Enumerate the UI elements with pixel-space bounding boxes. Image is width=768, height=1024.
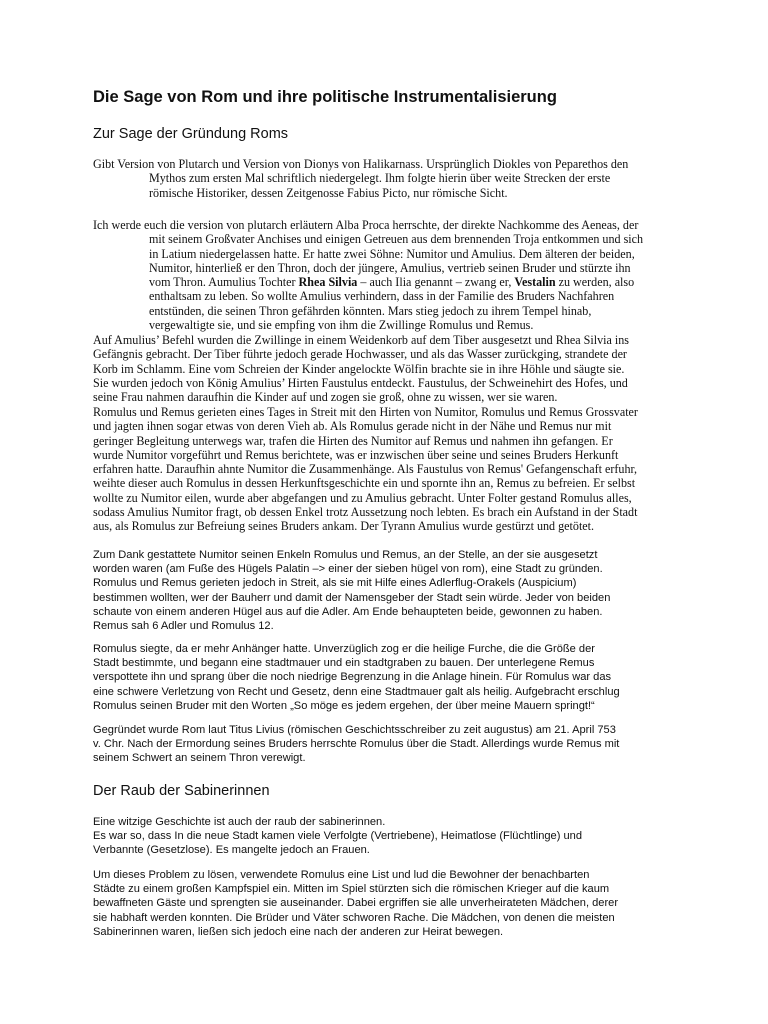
text-line: eine schwere Verletzung von Recht und Gesetz, denn eine Stadtmauer galt als heilig. Aufgebracht erschlug	[93, 685, 620, 698]
text-line: worden waren (am Fuße des Hügels Palatin –> einer der sieben hügel von rom), eine Stadt zu gründen.	[93, 563, 603, 576]
text-line: aus, als Romulus zur Befreiung seines Bruders ankam. Der Tyrann Amulius wurde gestürzt und getötet.	[93, 519, 595, 534]
text-line: Auf Amulius’ Befehl wurden die Zwillinge in einem Weidenkorb auf dem Tiber ausgesetzt und Rhea Silvia ins	[93, 333, 629, 347]
paragraph-versions	[93, 157, 676, 200]
text-line: Städte zu einem großen Kampfspiel ein. Mitten im Spiel stürzten sich die römischen Krieger auf die kaum	[93, 883, 610, 896]
text-line	[93, 275, 676, 289]
text-line: sodass Amulius Numitor fragt, ob dessen Enkel trotz Aussetzung noch lebten. Es brach ein Aufstand in der Stadt	[93, 505, 638, 520]
text-run: vom Thron. Aumulius Tochter	[149, 275, 299, 290]
section-heading-gruendung: Zur Sage der Gründung Roms	[93, 126, 289, 142]
text-line: Remus sah 6 Adler und Romulus 12.	[93, 620, 274, 633]
text-line: Es war so, dass In die neue Stadt kamen viele Verfolgte (Vertriebene), Heimatlose (Flüchtlinge) und	[93, 830, 582, 843]
text-line: Zum Dank gestattete Numitor seinen Enkeln Romulus und Remus, an der Stelle, an der sie ausgesetzt	[93, 549, 598, 561]
text-line: Romulus und Remus gerieten jedoch in Streit, als sie mit Hilfe eines Adlerflug-Orakels (Auspicium)	[93, 577, 577, 590]
text-line: seinem Schwert an seinem Thron verewigt.	[93, 752, 306, 765]
text-line: Romulus seinen Bruder mit den Worten „So möge es jedem ergehen, der über meine Mauern springt!“	[93, 699, 595, 712]
text-line: bewaffneten Gäste und sprengten sie auseinander. Dabei ergriffen sie alle unverheirateten Mädchen, derer	[93, 897, 619, 910]
paragraph-romulus-siegte	[93, 642, 676, 713]
paragraph-list	[93, 868, 676, 939]
paragraph-witzige-geschichte	[93, 815, 676, 858]
paragraph-gegruendet	[93, 723, 676, 766]
document-title: Die Sage von Rom und ihre politische Instrumentalisierung	[93, 88, 557, 106]
text-line: Romulus und Remus gerieten eines Tages in Streit mit den Hirten von Numitor, Romulus und Remus Grossvater	[93, 405, 638, 419]
text-line: und jagten ihnen sogar etwas von deren Vieh ab. Als Romulus gerade nicht in der Nähe und Remus nur mit	[93, 419, 612, 434]
text-line: in Latium niedergelassen hatte. Er hatte zwei Söhne: Numitor und Amulius. Dem älteren der beiden,	[149, 246, 635, 261]
text-line: wurde Numitor vorgeführt und Remus berichtete, was er inzwischen über seine und seines Bruders Herkunft	[93, 447, 619, 462]
text-line: sie habhaft werden konnten. Die Brüder und Väter schworen Rache. Die Mädchen, von denen die meisten	[93, 911, 615, 924]
text-run: zu werden, also	[555, 275, 635, 290]
text-line: verspottete ihn und sprang über die noch niedrige Begrenzung in die Anlage hinein. Für Romulus war das	[93, 671, 612, 684]
text-line: enthaltsam zu leben. So wollte Amulius verhindern, dass in der Familie des Bruders Nachfahren	[149, 289, 615, 304]
text-line: Eine witzige Geschichte ist auch der raub der sabinerinnen.	[93, 816, 386, 828]
paragraph-plutarch	[93, 218, 676, 332]
text-line: Verbannte (Gesetzlose). Es mangelte jedoch an Frauen.	[93, 844, 370, 857]
text-line: Sie wurden jedoch von König Amulius’ Hirten Faustulus entdeckt. Faustulus, der Schweinehirt des Hofes, und	[93, 375, 628, 390]
term-vestalin: Vestalin	[514, 275, 556, 290]
text-line: wollte zu Numitor eilen, wurde aber abgefangen und zu Amulius gebracht. Unter Folter gestand Romulus alles,	[93, 490, 632, 505]
text-line: Gefängnis gebracht. Der Tiber führte jedoch gerade Hochwasser, und als das Wasser zurückging, strandete der	[93, 347, 627, 362]
text-run: – auch Ilia genannt – zwang er,	[357, 275, 515, 290]
text-line: Sabinerinnen waren, ließen sich jedoch eine nach der anderen zur Heirat bewegen.	[93, 925, 504, 938]
text-line: geringer Begleitung unterwegs war, trafen die Hirten des Numitor auf Remus und nahmen ihn gefangen. Er	[93, 433, 613, 448]
text-line: römische Historiker, dessen Zeitgenosse Fabius Picto, nur römische Sicht.	[149, 185, 508, 200]
text-line: entstünden, die seinen Thron gefährden könnten. Mars stieg jedoch zu ihrem Tempel hinab,	[149, 303, 592, 318]
text-line: mit seinem Großvater Anchises und einigen Getreuen aus dem brennenden Troja entkommen und sich	[149, 232, 644, 247]
text-line: Korb im Schlamm. Eine vom Schreien der Kinder angelockte Wölfin brachte sie in ihre Höhle und säugte sie.	[93, 361, 625, 376]
text-line: v. Chr. Nach der Ermordung seines Bruders herrschte Romulus über die Stadt. Allerdings wurde Remus mit	[93, 738, 620, 751]
text-line: Gegründet wurde Rom laut Titus Livius (römischen Geschichtsschreiber zu zeit augustus) am 21. April 753	[93, 724, 616, 736]
paragraph-stadtgruendung	[93, 548, 676, 633]
text-line: weihte dieser auch Romulus in dessen Herkunftsgeschichte ein und spornte ihn an, Remus zu befreien. Er selbst	[93, 476, 636, 491]
paragraph-aussetzung	[93, 333, 676, 404]
name-rhea-silvia: Rhea Silvia	[298, 275, 358, 290]
text-line: Numitor, hinterließ er den Thron, doch der jüngere, Amulius, vertrieb seinen Bruder und stürzte ihn	[149, 260, 631, 275]
text-line: bestimmen wollten, wer der Bauherr und damit der Namensgeber der Stadt sein würde. Jeder von beiden	[93, 591, 611, 604]
text-line: Stadt bestimmte, und begann eine stadtmauer und ein stadtgraben zu bauen. Der unterlegene Remus	[93, 657, 595, 670]
section-heading-sabinerinnen: Der Raub der Sabinerinnen	[93, 783, 270, 799]
text-line: Gibt Version von Plutarch und Version von Dionys von Halikarnass. Ursprünglich Diokles von Peparethos den	[93, 157, 629, 171]
text-line: Romulus siegte, da er mehr Anhänger hatte. Unverzüglich zog er die heilige Furche, die die Größe der	[93, 643, 595, 655]
text-line: seine Frau nahmen daraufhin die Kinder auf und zogen sie groß, ohne zu wissen, wer sie waren.	[93, 390, 558, 405]
text-line: schaute von einem anderen Hügel aus auf die Adler. Am Ende behaupteten beide, gewonnen zu haben.	[93, 605, 603, 618]
text-line: Ich werde euch die version von plutarch erläutern Alba Proca herrschte, der direkte Nachkomme des Aeneas, der	[93, 218, 639, 232]
text-line: vergewaltigte sie, und sie empfing von ihm die Zwillinge Romulus und Remus.	[149, 318, 534, 333]
text-line: erfahren hatte. Daraufhin ahnte Numitor die Zusammenhänge. Als Faustulus von Remus' Gefangenschaft erfuhr,	[93, 462, 638, 477]
text-line: Mythos zum ersten Mal schriftlich niedergelegt. Ihm folgte hierin über weite Strecken der erste	[149, 171, 611, 186]
paragraph-streit	[93, 405, 676, 534]
text-line: Um dieses Problem zu lösen, verwendete Romulus eine List und lud die Bewohner der benachbarten	[93, 869, 590, 881]
